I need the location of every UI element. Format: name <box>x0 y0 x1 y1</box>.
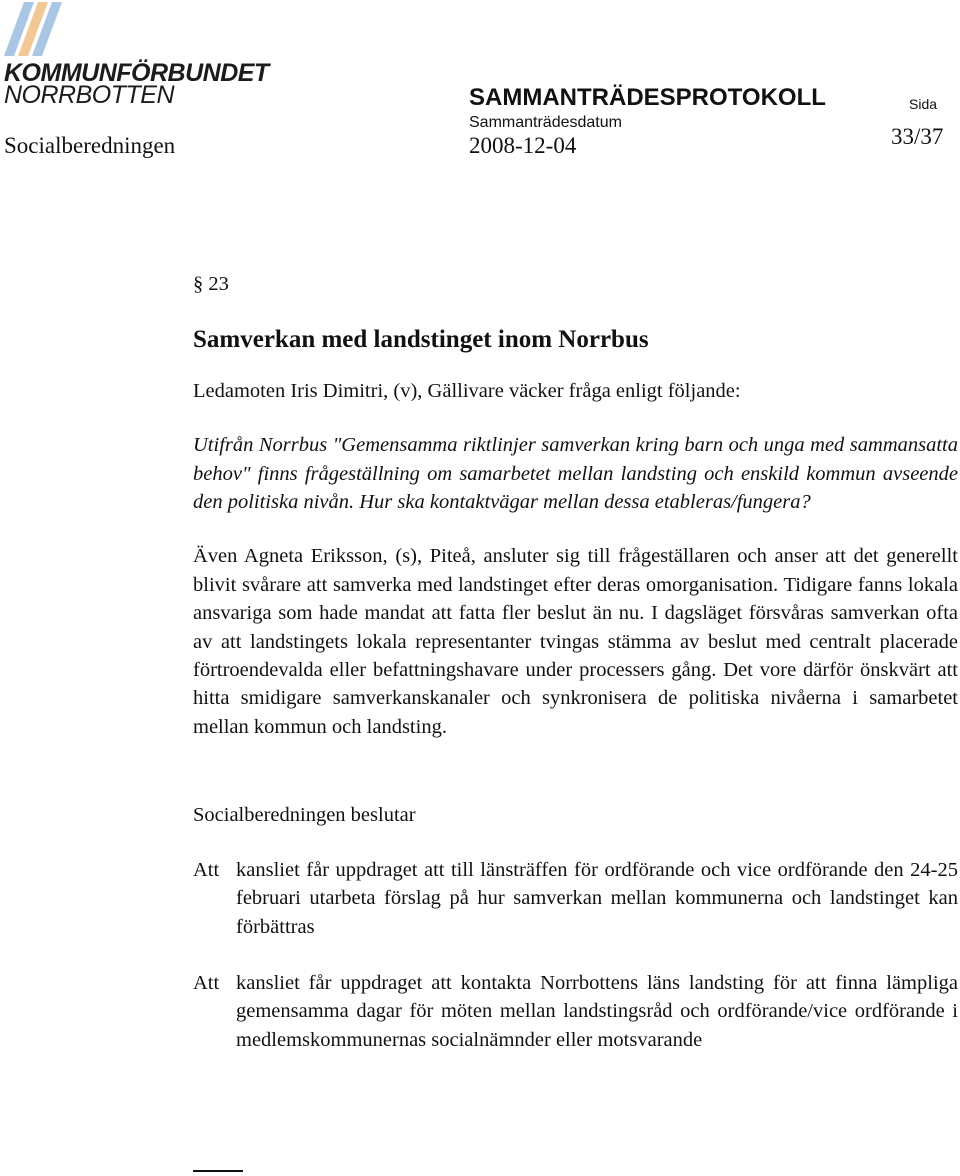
org-name-line2: NORRBOTTEN <box>4 81 174 109</box>
meeting-date-label: Sammanträdesdatum <box>469 114 622 131</box>
page-label: Sida <box>909 96 938 112</box>
section-end-rule <box>193 1170 243 1172</box>
body-paragraph: Även Agneta Eriksson, (s), Piteå, ansluter sig till frågeställaren och anser att det generellt blivit svårare att samverka med landstinget efter deras omorganisation. Tidigare fanns lokala ansvariga som hade mandat att fatta fler beslut än nu. I dagsläget försvåras samverkan ofta av att landstingets lokala representanter tvingas stämma av beslut med centralt placerade förtroendevalda eller befattningshavare under processers gång. Det vore därför önskvärt att hitta smidigare samverkanskanaler och synkronisera de politiska nivåerna i samarbetet mellan kommun och landsting. <box>193 545 958 738</box>
decision-heading: Socialberedningen beslutar <box>193 804 416 827</box>
decision-item <box>193 969 958 1054</box>
decision-text: kansliet får uppdraget att till länsträffen för ordförande och vice ordförande den 24-25 februari utarbeta förslag på hur samverkan mellan kommunerna och landstinget kan förbättras <box>236 858 958 938</box>
decision-lead: Att <box>193 971 220 994</box>
paragraph-number: § 23 <box>193 273 229 295</box>
org-name-line1: KOMMUNFÖRBUNDET <box>4 59 269 87</box>
decision-lead: Att <box>193 858 220 881</box>
logo-stripes-icon <box>4 2 68 64</box>
section-title: Samverkan med landstinget inom Norrbus <box>193 326 649 354</box>
department-name: Socialberedningen <box>4 133 176 158</box>
meeting-date: 2008-12-04 <box>469 133 577 158</box>
protocol-section <box>193 270 958 1082</box>
intro-text: Ledamoten Iris Dimitri, (v), Gällivare väcker fråga enligt följande: <box>193 379 741 402</box>
decision-text: kansliet får uppdraget att kontakta Norrbottens läns landsting för att finna lämpliga gemensamma dagar för möten mellan landstingsråd och ordförande/vice ordförande i medlemskommunernas socialnämnder eller motsvarande <box>236 971 958 1051</box>
organization-logo-text <box>4 59 269 109</box>
decision-item <box>193 856 958 941</box>
decision-list <box>193 856 958 1054</box>
quoted-question: Utifrån Norrbus "Gemensamma riktlinjer samverkan kring barn och unga med sammansatta behov" finns frågeställning om samarbetet mellan landsting och enskild kommun avseende den politiska nivån. Hur ska kontaktvägar mellan dessa etableras/fungera? <box>193 434 958 514</box>
document-type: SAMMANTRÄDESPROTOKOLL <box>469 84 826 111</box>
page-number: 33/37 <box>891 124 944 149</box>
